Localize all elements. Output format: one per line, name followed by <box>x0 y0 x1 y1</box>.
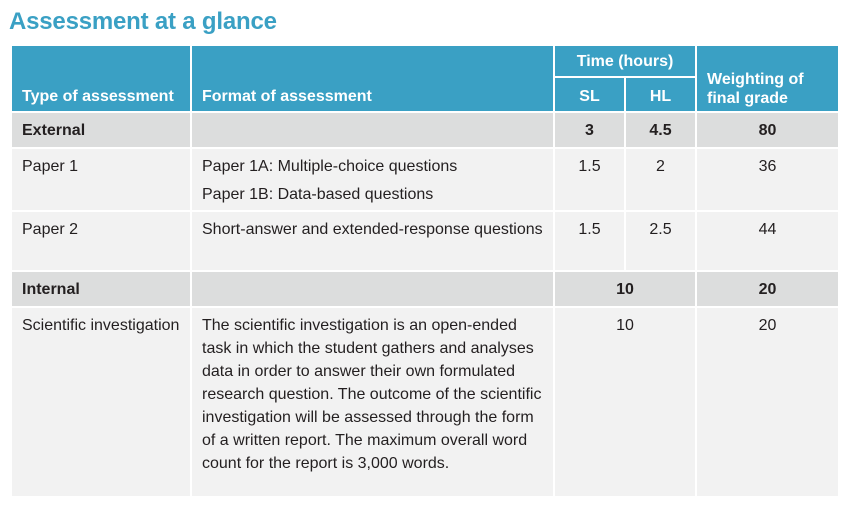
external-weight: 80 <box>696 112 839 148</box>
investigation-time: 10 <box>554 307 696 497</box>
section-row-internal <box>11 271 839 307</box>
paper2-format: Short-answer and extended-response questions <box>191 211 554 271</box>
investigation-format: The scientific investigation is an open-ended task in which the student gathers and analyses data in order to answer their own formulated research question. The outcome of the scientific investigation will be assessed through the form of a written report. The maximum overall word count for the report is 3,000 words. <box>191 307 554 497</box>
paper1a-format: Paper 1A: Multiple-choice questions <box>202 158 458 175</box>
table-row-paper2 <box>11 211 839 271</box>
external-sl: 3 <box>554 112 625 148</box>
header-hl: HL <box>625 77 696 112</box>
paper1-weight: 36 <box>696 148 839 211</box>
paper2-hl: 2.5 <box>625 211 696 271</box>
paper2-weight: 44 <box>696 211 839 271</box>
header-weighting-line2: final grade <box>707 90 788 107</box>
paper1b-format: Paper 1B: Data-based questions <box>202 186 434 203</box>
header-sl: SL <box>554 77 625 112</box>
header-type-of-assessment: Type of assessment <box>11 45 191 112</box>
page-title: Assessment at a glance <box>9 8 277 35</box>
internal-weight: 20 <box>696 271 839 307</box>
paper2-type: Paper 2 <box>11 211 191 271</box>
internal-time: 10 <box>554 271 696 307</box>
paper2-sl: 1.5 <box>554 211 625 271</box>
paper1-type: Paper 1 <box>11 148 191 211</box>
header-time-hours: Time (hours) <box>554 45 696 77</box>
table-row-paper1 <box>11 148 839 211</box>
header-weighting <box>696 45 839 112</box>
paper1-hl: 2 <box>625 148 696 211</box>
external-hl: 4.5 <box>625 112 696 148</box>
header-weighting-line1: Weighting of <box>707 71 804 88</box>
investigation-type: Scientific investigation <box>11 307 191 497</box>
investigation-weight: 20 <box>696 307 839 497</box>
header-format-of-assessment: Format of assessment <box>191 45 554 112</box>
paper1-format <box>191 148 554 211</box>
internal-label: Internal <box>11 271 191 307</box>
external-format-empty <box>191 112 554 148</box>
section-row-external <box>11 112 839 148</box>
paper1-sl: 1.5 <box>554 148 625 211</box>
assessment-table <box>10 44 840 498</box>
table-row-scientific-investigation <box>11 307 839 497</box>
internal-format-empty <box>191 271 554 307</box>
external-label: External <box>11 112 191 148</box>
